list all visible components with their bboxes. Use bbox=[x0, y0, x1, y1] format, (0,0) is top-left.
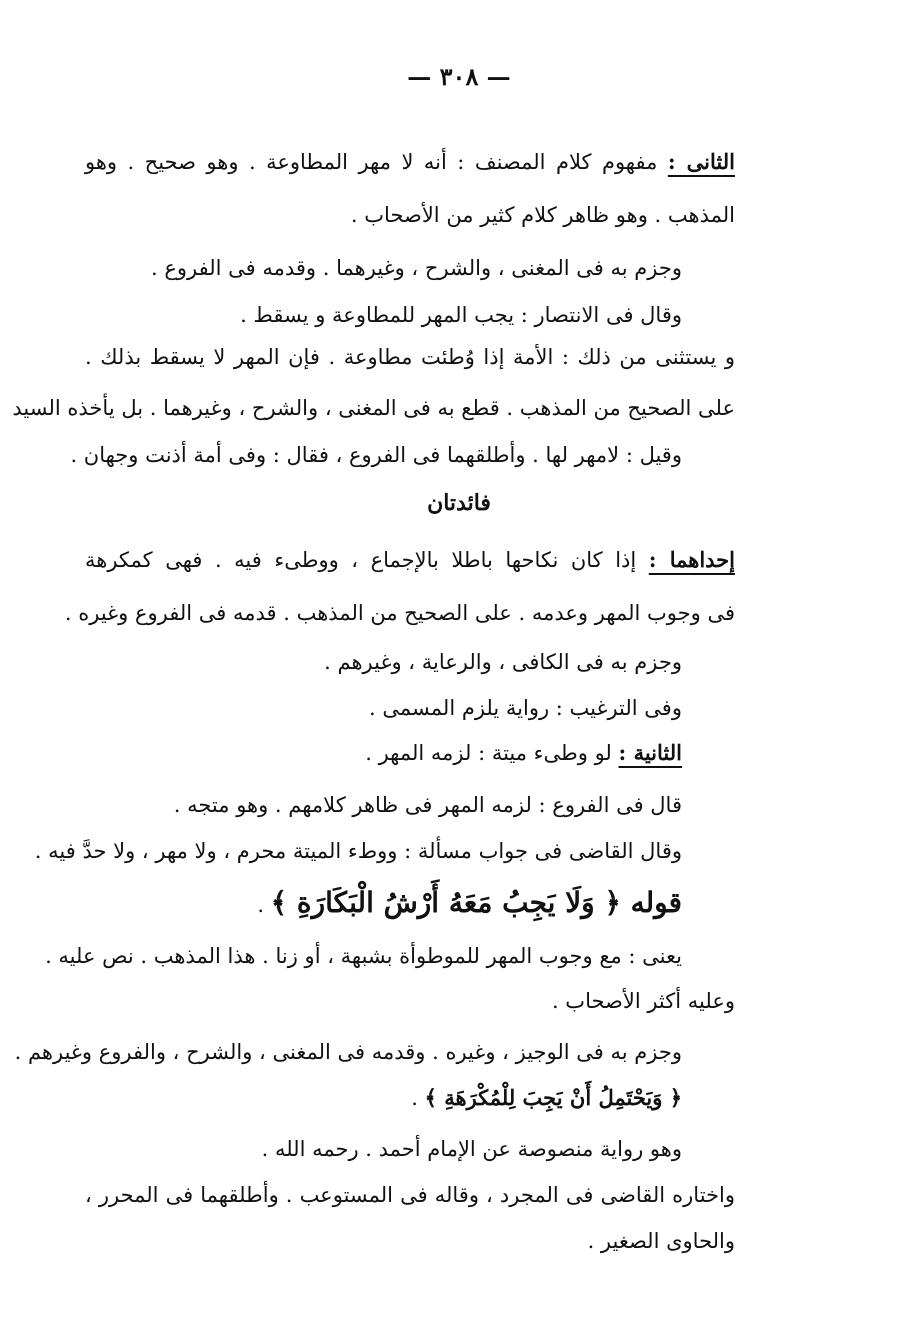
text-line bbox=[85, 738, 682, 768]
text-line bbox=[45, 941, 682, 971]
line-text: يعنى : مع وجوب المهر للموطوأة بشبهة ، أو زنا . هذا المذهب . نص عليه . bbox=[45, 944, 682, 968]
text-line bbox=[85, 888, 682, 920]
line-text: وجزم به فى الكافى ، والرعاية ، وغيرهم . bbox=[324, 650, 682, 674]
line-text: وجزم به فى المغنى ، والشرح ، وغيرهما . وقدمه فى الفروع . bbox=[151, 256, 682, 280]
text-line bbox=[12, 393, 735, 423]
text-line bbox=[14, 1037, 682, 1067]
text-line bbox=[85, 693, 682, 723]
text-line bbox=[85, 342, 735, 372]
section-keyword: إحداهما : bbox=[648, 547, 735, 572]
line-text: وقيل : لامهر لها . وأطلقهما فى الفروع ، فقال : وفى أمة أذنت وجهان . bbox=[70, 443, 682, 467]
text-line bbox=[64, 598, 735, 628]
text-line bbox=[85, 545, 735, 575]
line-text: . bbox=[257, 893, 271, 917]
quoted-matn: قوله ﴿ وَلَا يَجِبُ مَعَهُ أَرْشُ الْبَكَارَةِ ﴾ bbox=[270, 886, 682, 919]
line-text: وفى الترغيب : رواية يلزم المسمى . bbox=[369, 696, 682, 720]
text-line bbox=[85, 253, 682, 283]
line-text: قال فى الفروع : لزمه المهر فى ظاهر كلامهم . وهو متجه . bbox=[173, 793, 682, 817]
line-text: والحاوى الصغير . bbox=[587, 1229, 735, 1253]
text-line bbox=[85, 790, 682, 820]
text-line bbox=[34, 836, 682, 866]
line-text: و يستثنى من ذلك : الأمة إذا وُطئت مطاوعة . فإن المهر لا يسقط بذلك . bbox=[85, 345, 735, 369]
text-line bbox=[70, 440, 682, 470]
section-keyword: الثانى : bbox=[667, 149, 735, 174]
page-number: — ٣٠٨ — bbox=[407, 62, 511, 91]
text-line bbox=[85, 1134, 682, 1164]
line-text: إذا كان نكاحها باطلا بالإجماع ، ووطىء فيه . فهى كمكرهة bbox=[85, 548, 649, 572]
text-line bbox=[85, 1083, 682, 1113]
section-heading: فائدتان bbox=[427, 490, 491, 516]
quoted-matn: ﴿ وَيَحْتَمِلُ أَنْ يَجِبَ لِلْمُكْرَهَةِ ﴾ bbox=[424, 1085, 682, 1110]
line-text: وجزم به فى الوجيز ، وغيره . وقدمه فى المغنى ، والشرح ، والفروع وغيرهم . bbox=[14, 1040, 682, 1064]
line-text: وهو رواية منصوصة عن الإمام أحمد . رحمه الله . bbox=[261, 1137, 682, 1161]
line-text: وقال القاضى فى جواب مسألة : ووطء الميتة محرم ، ولا مهر ، ولا حدَّ فيه . bbox=[34, 839, 682, 863]
line-text: وعليه أكثر الأصحاب . bbox=[551, 989, 735, 1013]
line-text: المذهب . وهو ظاهر كلام كثير من الأصحاب . bbox=[350, 203, 735, 227]
line-text: مفهوم كلام المصنف : أنه لا مهر المطاوعة . وهو صحيح . وهو bbox=[85, 150, 668, 174]
text-line bbox=[85, 300, 682, 330]
line-text: واختاره القاضى فى المجرد ، وقاله فى المستوعب . وأطلقهما فى المحرر ، bbox=[85, 1183, 735, 1207]
line-text: وقال فى الانتصار : يجب المهر للمطاوعة و يسقط . bbox=[240, 303, 682, 327]
text-line bbox=[85, 1226, 735, 1256]
line-text: . bbox=[411, 1086, 425, 1110]
text-line bbox=[85, 200, 735, 230]
text-line bbox=[85, 986, 735, 1016]
text-line bbox=[85, 1180, 735, 1210]
line-text: لو وطىء ميتة : لزمه المهر . bbox=[365, 741, 619, 765]
line-text: على الصحيح من المذهب . قطع به فى المغنى ، والشرح ، وغيرهما . بل يأخذه السيد bbox=[12, 396, 735, 420]
text-line bbox=[85, 647, 682, 677]
line-text: فى وجوب المهر وعدمه . على الصحيح من المذهب . قدمه فى الفروع وغيره . bbox=[64, 601, 735, 625]
section-keyword: الثانية : bbox=[618, 740, 682, 765]
text-line bbox=[85, 147, 735, 177]
